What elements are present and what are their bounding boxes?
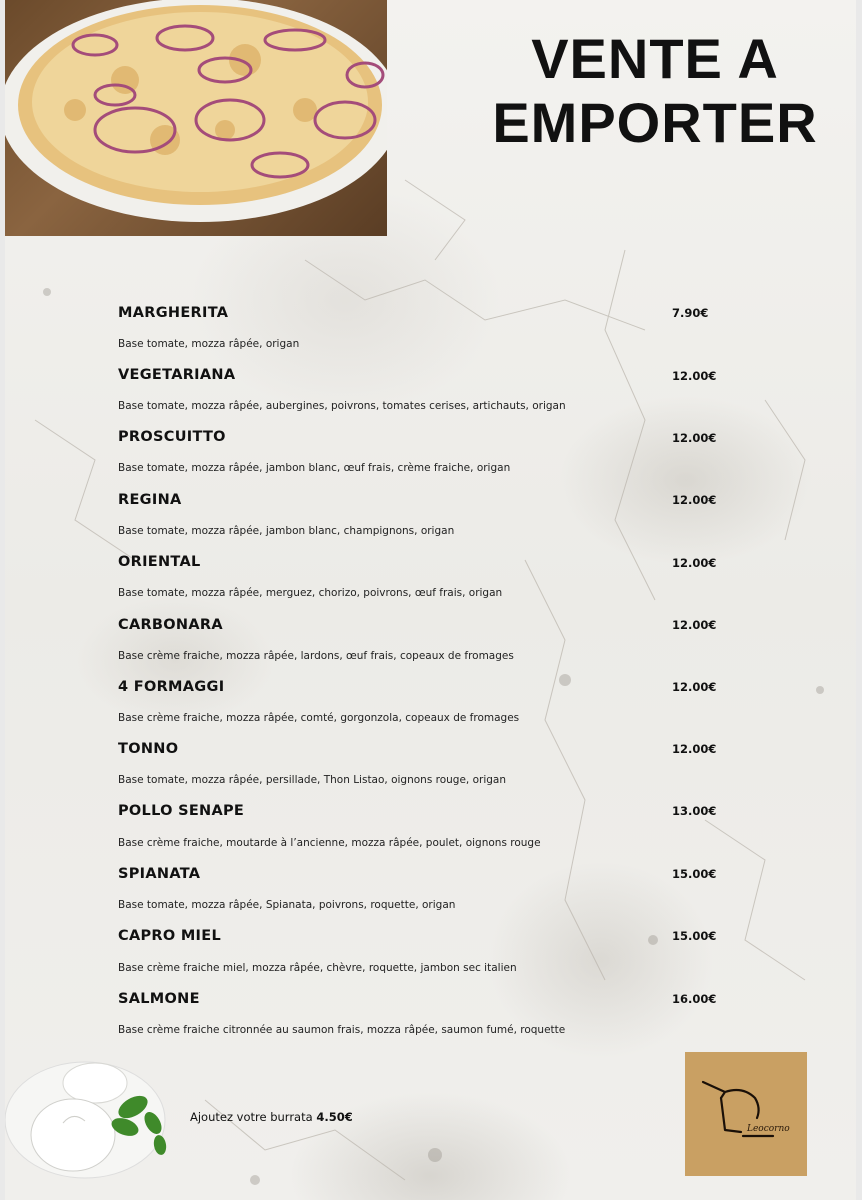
item-price: 7.90€ — [672, 306, 709, 320]
item-name: SPIANATA — [118, 866, 201, 882]
item-name: CAPRO MIEL — [118, 928, 221, 944]
item-name: REGINA — [118, 492, 182, 508]
burrata-photo — [5, 1055, 175, 1185]
item-desc: Base crème fraiche, mozza râpée, comté, gorgonzola, copeaux de fromages — [118, 712, 520, 724]
page-title — [475, 28, 835, 154]
item-name: 4 FORMAGGI — [118, 679, 225, 695]
item-price: 16.00€ — [672, 992, 717, 1006]
item-desc: Base tomate, mozza râpée, origan — [118, 338, 300, 350]
burrata-label: Ajoutez votre burrata — [190, 1110, 317, 1124]
item-desc: Base crème fraiche citronnée au saumon frais, mozza râpée, saumon fumé, roquette — [118, 1024, 566, 1036]
logo-wordmark: Leocorno — [747, 1124, 790, 1134]
item-name: TONNO — [118, 741, 179, 757]
item-price: 15.00€ — [672, 929, 717, 943]
burrata-price: 4.50€ — [316, 1110, 353, 1124]
item-price: 12.00€ — [672, 680, 717, 694]
item-desc: Base tomate, mozza râpée, jambon blanc, œuf frais, crème fraiche, origan — [118, 462, 511, 474]
item-price: 12.00€ — [672, 742, 717, 756]
item-desc: Base crème fraiche, mozza râpée, lardons, œuf frais, copeaux de fromages — [118, 650, 514, 662]
item-name: VEGETARIANA — [118, 367, 236, 383]
pizza-photo — [5, 0, 387, 236]
title-line-2: EMPORTER — [492, 91, 818, 154]
unicorn-logo — [685, 1052, 807, 1176]
item-price: 12.00€ — [672, 493, 717, 507]
title-line-1: VENTE A — [531, 27, 779, 90]
item-name: MARGHERITA — [118, 305, 229, 321]
item-desc: Base crème fraiche, moutarde à l’ancienne, mozza râpée, poulet, oignons rouge — [118, 837, 541, 849]
item-desc: Base tomate, mozza râpée, Spianata, poivrons, roquette, origan — [118, 899, 456, 911]
item-desc: Base tomate, mozza râpée, aubergines, poivrons, tomates cerises, artichauts, origan — [118, 400, 566, 412]
item-price: 12.00€ — [672, 618, 717, 632]
burrata-offer — [190, 1110, 353, 1124]
item-desc: Base tomate, mozza râpée, jambon blanc, champignons, origan — [118, 525, 455, 537]
item-price: 13.00€ — [672, 804, 717, 818]
item-price: 15.00€ — [672, 867, 717, 881]
menu-page — [5, 0, 856, 1200]
unicorn-icon — [685, 1052, 807, 1176]
item-name: SALMONE — [118, 991, 200, 1007]
item-desc: Base crème fraiche miel, mozza râpée, chèvre, roquette, jambon sec italien — [118, 962, 517, 974]
item-name: CARBONARA — [118, 617, 223, 633]
item-desc: Base tomate, mozza râpée, merguez, chorizo, poivrons, œuf frais, origan — [118, 587, 503, 599]
item-desc: Base tomate, mozza râpée, persillade, Thon Listao, oignons rouge, origan — [118, 774, 507, 786]
item-price: 12.00€ — [672, 369, 717, 383]
item-price: 12.00€ — [672, 556, 717, 570]
item-price: 12.00€ — [672, 431, 717, 445]
item-name: ORIENTAL — [118, 554, 201, 570]
item-name: PROSCUITTO — [118, 429, 226, 445]
item-name: POLLO SENAPE — [118, 803, 245, 819]
